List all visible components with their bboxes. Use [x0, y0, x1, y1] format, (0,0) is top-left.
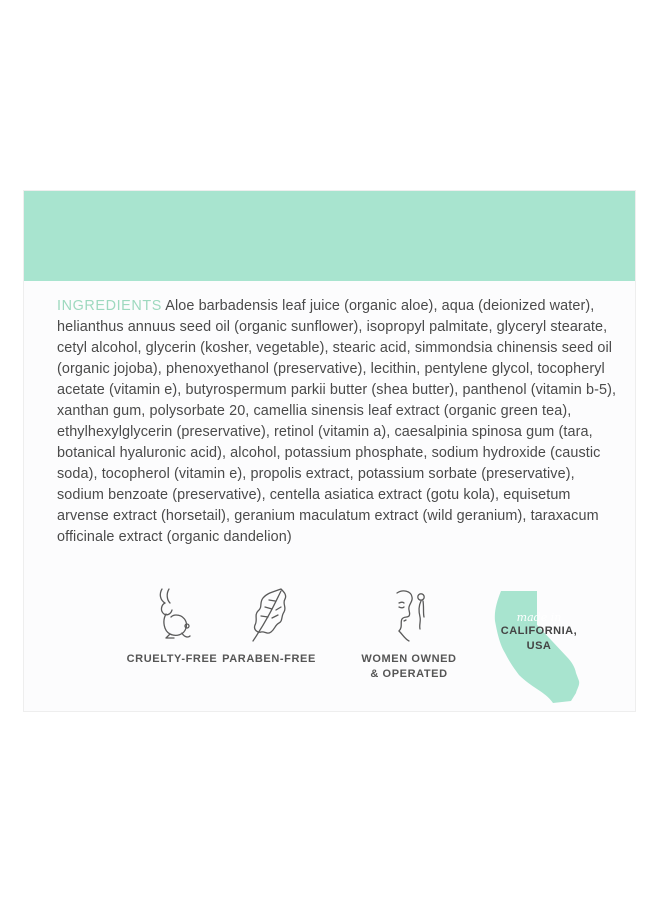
- badge-label-cruelty-free: CRUELTY-FREE: [126, 653, 218, 665]
- badge-paraben-free: [204, 585, 334, 667]
- leaf-icon: [239, 585, 299, 645]
- badge-women-owned: [344, 585, 474, 682]
- rabbit-icon: [142, 585, 202, 645]
- mint-color-band: [24, 191, 635, 281]
- location-line1: CALIFORNIA,: [500, 625, 578, 637]
- made-in-california-badge: [479, 589, 599, 707]
- ingredients-heading: INGREDIENTS: [57, 298, 162, 314]
- location-line2: USA: [526, 640, 552, 652]
- ingredients-list: Aloe barbadensis leaf juice (organic aloe), aqua (deionized water), helianthus annuus seed oil (organic sunflower), isopropyl palmitate, glyceryl stearate, cetyl alcohol, glycerin (kosher, vegetable), stearic acid, simmondsia chinensis seed oil (organic jojoba), phenoxyethanol (preservative), lecithin, pentylene glycol, tocopheryl acetate (vitamin e), butyrospermum parkii butter (shea butter), panthenol (vitamin b-5), xanthan gum, polysorbate 20, camellia sinensis leaf extract (organic green tea), ethylhexylglycerin (preservative), retinol (vitamin a), caesalpinia spinosa gum (tara, botanical hyaluronic acid), alcohol, potassium phosphate, sodium hydroxide (caustic soda), tocopherol (vitamin e), propolis extract, potassium sorbate (preservative), sodium benzoate (preservative), centella asiatica extract (gotu kola), equisetum arvense extract (horsetail), geranium maculatum extract (wild geranium), taraxacum officinale extract (organic dandelion): [57, 298, 617, 545]
- ingredients-panel: [24, 191, 635, 711]
- made-in-location: [479, 624, 599, 654]
- badge-label-paraben-free: PARABEN-FREE: [222, 653, 316, 665]
- ingredients-paragraph: [57, 296, 622, 548]
- badge-label-women-owned-line2: & OPERATED: [370, 668, 448, 680]
- badge-label-women-owned-line1: WOMEN OWNED: [361, 653, 457, 665]
- woman-face-icon: [379, 585, 439, 645]
- made-in-script: made in: [516, 611, 562, 624]
